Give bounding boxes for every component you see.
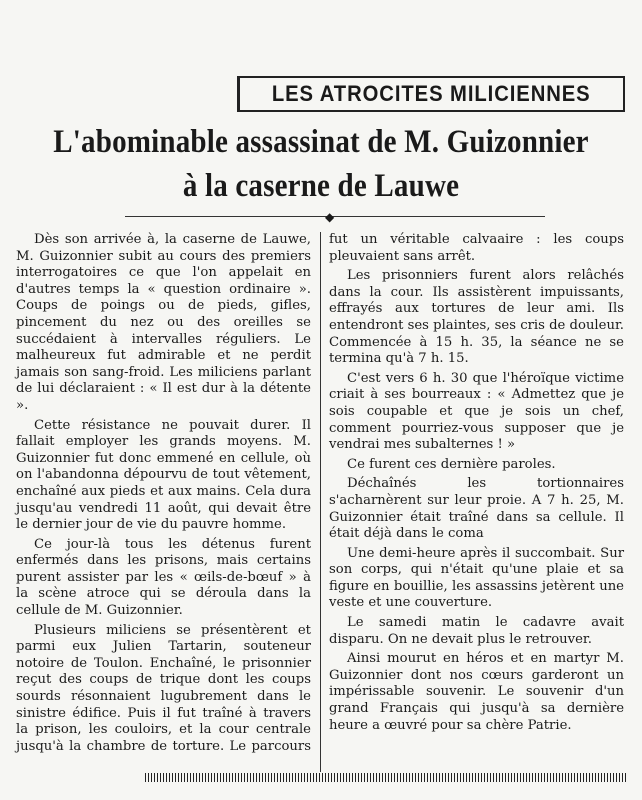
paragraph: Ce jour-là tous les détenus furent enfermés dans les prisons, mais certains purent assister par les « œils-de-bœuf » à la scène atroce qui se déroula dans la cellule de M. Guizonnier.	[16, 536, 311, 619]
headline-line-2: à la caserne de Lauwe	[182, 168, 460, 204]
kicker-title: LES ATROCITES MILICIENNES	[272, 81, 591, 106]
headline-divider	[125, 216, 545, 217]
paragraph: Les prisonniers furent alors relâchés dans la cour. Ils assistèrent impuissants, effrayés aux tortures de leur ami. Ils entendront ses plaintes, ses cris de douleur. Commencée à 15 h. 35, la séance ne se termina qu'à 7 h. 15.	[329, 268, 624, 367]
diamond-ornament-icon: ◆	[325, 210, 335, 224]
article-body	[16, 232, 624, 772]
headline-line-1: L'abominable assassinat de M. Guizonnier	[53, 124, 589, 160]
paragraph: Ce furent ces dernière paroles.	[347, 456, 556, 472]
paragraph: Cette résistance ne pouvait durer. Il fallait employer les grands moyens. M. Guizonnier fut donc emmené en cellule, où on l'abandonna dépourvu de tout vêtement, enchaîné aux pieds et aux mains. Cela dura jusqu'au vendredi 11 août, qui devait être le dernier jour de vie du pauvre homme.	[16, 417, 311, 533]
paragraph: Dès son arrivée à, la caserne de Lauwe, M. Guizonnier subit au cours des premiers interrogatoires ce que l'on appelait en d'autres temps la « question ordinaire ». Coups de poings ou de pieds, gifles, pincement du nez ou des oreilles se succédaient à intervalles réguliers. Le malheureux fut admirable et ne perdit jamais son sang-froid. Les miliciens parlant de lui déclaraient : « Il est dur à la détente ».	[16, 232, 311, 413]
paragraph: Plusieurs miliciens se présentèrent et parmi eux Julien Tartarin, souteneur notoire de Toulon. Enchaîné, le prisonnier reçut des coups de trique dont les coups sourds résonnaient lugubrement dans le sinistre édifice. Puis il fut traîné à travers la prison, les couloirs, et la cour centrale jusqu'à la chambre de torture. Le parcours fut un véritable calvaaire : les coups pleuvaient sans arrêt.	[16, 232, 624, 754]
paragraph: Déchaînés les tortionnaires s'acharnèrent sur leur proie. A 7 h. 25, M. Guizonnier était traîné dans sa cellule. Il était déjà dans le coma	[329, 476, 624, 542]
paragraph: C'est vers 6 h. 30 que l'héroïque victime criait à ses bourreaux : « Admettez que je sois coupable et que je sois un chef, comment pourriez-vous supposer que je vendrai mes subalternes ! »	[329, 370, 624, 453]
kicker-box	[237, 76, 625, 112]
bottom-rule	[145, 773, 627, 782]
paragraph: Le samedi matin le cadavre avait disparu. On ne devait plus le retrouver.	[329, 615, 624, 647]
paragraph: Une demi-heure après il succombait. Sur son corps, qui n'était qu'une plaie et sa figure en bouillie, les assassins jetèrent une veste et une couverture.	[329, 545, 624, 611]
paragraph: Ainsi mourut en héros et en martyr M. Guizonnier dont nos cœurs garderont un impérissable souvenir. Le souvenir d'un grand Français qui jusqu'à sa dernière heure a œuvré pour sa chère Patrie.	[329, 651, 624, 733]
